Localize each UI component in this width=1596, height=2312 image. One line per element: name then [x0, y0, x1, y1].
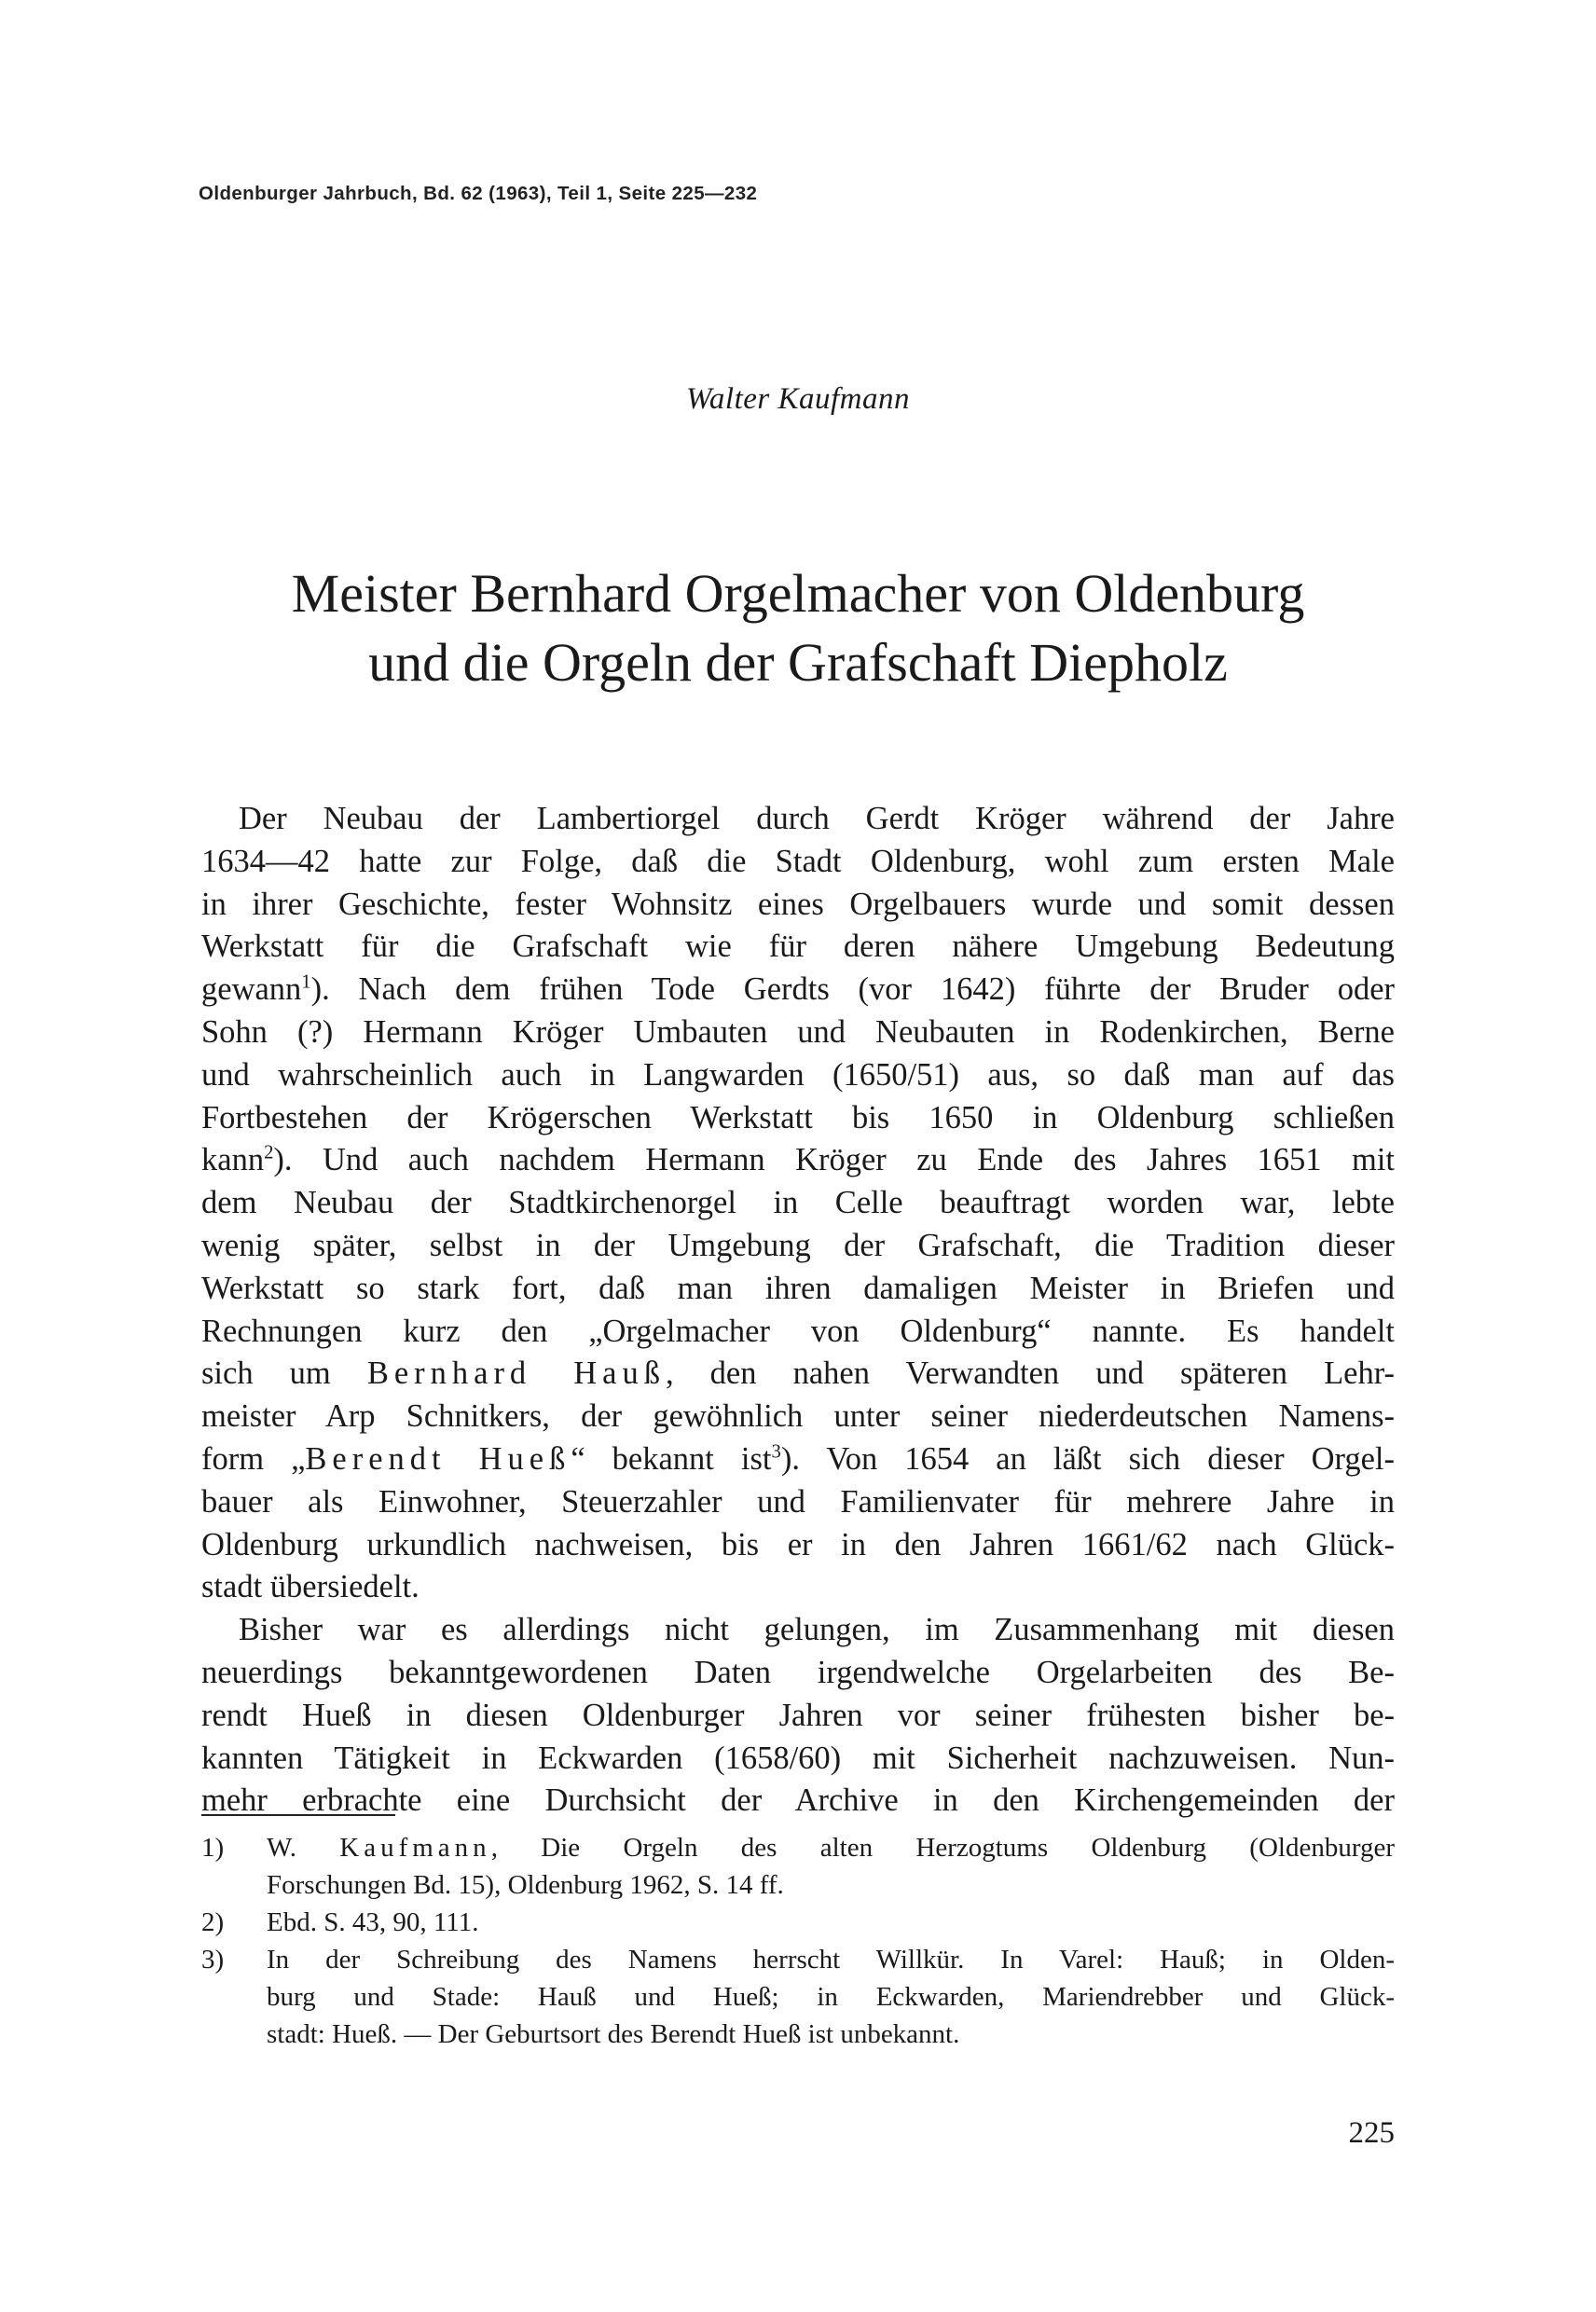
- spaced-name: Bernhard Hauß: [366, 1356, 666, 1392]
- footnote-ref[interactable]: 3: [771, 1441, 781, 1463]
- footnotes: [201, 1829, 1395, 2053]
- title-line-2: und die Orgeln der Grafschaft Diepholz: [368, 632, 1228, 693]
- footnote-line: Ebd. S. 43, 90, 111.: [267, 1907, 479, 1937]
- text-line: mehr erbrachte eine Durchsicht der Archive in den Kirchengemeinden der: [201, 1782, 1395, 1819]
- footnote-line: burg und Stade: Hauß und Hueß; in Eckwarden, Mariendrebber und Glück-: [267, 1982, 1395, 2012]
- text-line: [201, 1438, 1395, 1481]
- footnote-line: Forschungen Bd. 15), Oldenburg 1962, S. 14 ff.: [267, 1870, 784, 1900]
- text-line: Fortbestehen der Krögerschen Werkstatt bis 1650 in Oldenburg schließen: [201, 1099, 1395, 1135]
- footnote-3: [201, 1941, 1395, 2053]
- text-line: [201, 969, 1395, 1012]
- page-number: 225: [1348, 2116, 1395, 2150]
- text-line: Werkstatt für die Grafschaft wie für deren nähere Umgebung Bedeutung: [201, 929, 1395, 965]
- text-segment: gewann: [201, 971, 302, 1008]
- footnote-number: 1): [201, 1833, 225, 1863]
- footnote-ref[interactable]: 1: [301, 971, 311, 993]
- text-line: [201, 1353, 1395, 1396]
- text-segment: W.: [267, 1833, 340, 1863]
- text-segment: kann: [201, 1142, 265, 1178]
- article-title: [0, 559, 1596, 697]
- text-line: meister Arp Schnitkers, der gewöhnlich unter seiner niederdeutschen Namens-: [201, 1398, 1395, 1435]
- footnote-number: 2): [201, 1907, 225, 1937]
- text-segment: , den nahen Verwandten und späteren Lehr-: [665, 1356, 1395, 1392]
- text-line: Rechnungen kurz den „Orgelmacher von Oldenburg“ nannte. Es handelt: [201, 1313, 1395, 1349]
- footnote-line: stadt: Hueß. — Der Geburtsort des Berendt Hueß ist unbekannt.: [267, 2019, 960, 2049]
- text-line: kannten Tätigkeit in Eckwarden (1658/60) mit Sicherheit nachzuweisen. Nun-: [201, 1740, 1395, 1776]
- author-name: Walter Kaufmann: [685, 382, 911, 416]
- text-line: Sohn (?) Hermann Kröger Umbauten und Neubauten in Rodenkirchen, Berne: [201, 1013, 1395, 1050]
- text-line: wenig später, selbst in der Umgebung der Grafschaft, die Tradition dieser: [201, 1227, 1395, 1263]
- running-head: Oldenburger Jahrbuch, Bd. 62 (1963), Teil 1, Seite 225—232: [199, 183, 758, 204]
- text-line: stadt übersiedelt.: [201, 1569, 420, 1605]
- text-segment: , Die Orgeln des alten Herzogtums Oldenburg (Oldenburger: [490, 1833, 1395, 1863]
- text-line: Werkstatt so stark fort, daß man ihren damaligen Meister in Briefen und: [201, 1270, 1395, 1306]
- text-line: und wahrscheinlich auch in Langwarden (1650/51) aus, so daß man auf das: [201, 1056, 1395, 1093]
- text-segment: “ bekannt ist: [571, 1440, 772, 1477]
- spaced-name: Berendt Hueß: [305, 1440, 571, 1477]
- footnote-divider: [201, 1814, 395, 1816]
- text-line: neuerdings bekanntgewordenen Daten irgendwelche Orgelarbeiten des Be-: [201, 1654, 1395, 1690]
- text-segment: form „: [201, 1440, 306, 1477]
- text-line: Bisher war es allerdings nicht gelungen, im Zusammenhang mit diesen: [239, 1612, 1395, 1648]
- text-line: dem Neubau der Stadtkirchenorgel in Celle beauftragt worden war, lebte: [201, 1185, 1395, 1221]
- text-line: Oldenburg urkundlich nachweisen, bis er in den Jahren 1661/62 nach Glück-: [201, 1526, 1395, 1562]
- footnote-line: In der Schreibung des Namens herrscht Willkür. In Varel: Hauß; in Olden-: [267, 1945, 1395, 1975]
- title-line-1: Meister Bernhard Orgelmacher von Oldenburg: [291, 563, 1305, 624]
- text-line: bauer als Einwohner, Steuerzahler und Familienvater für mehrere Jahre in: [201, 1483, 1395, 1520]
- text-line: rendt Hueß in diesen Oldenburger Jahren vor seiner frühesten bisher be-: [201, 1697, 1395, 1733]
- text-line: in ihrer Geschichte, fester Wohnsitz eines Orgelbauers wurde und somit dessen: [201, 886, 1395, 922]
- text-segment: sich um: [201, 1356, 367, 1392]
- text-line: [201, 1139, 1395, 1182]
- text-segment: ). Und auch nachdem Hermann Kröger zu Ende des Jahres 1651 mit: [273, 1142, 1395, 1178]
- footnote-line: [267, 1829, 1395, 1866]
- text-segment: ). Von 1654 an läßt sich dieser Orgel-: [780, 1440, 1395, 1477]
- text-line: Der Neubau der Lambertiorgel durch Gerdt Kröger während der Jahre: [239, 801, 1395, 836]
- body-text: [201, 798, 1395, 1823]
- footnote-2: [201, 1904, 1395, 1941]
- footnote-1: [201, 1829, 1395, 1904]
- text-segment: ). Nach dem frühen Tode Gerdts (vor 1642) führte der Bruder oder: [310, 971, 1395, 1008]
- footnote-ref[interactable]: 2: [264, 1142, 274, 1163]
- spaced-name: Kaufmann: [339, 1833, 491, 1863]
- text-line: 1634—42 hatte zur Folge, daß die Stadt Oldenburg, wohl zum ersten Male: [201, 843, 1395, 879]
- footnote-number: 3): [201, 1945, 225, 1975]
